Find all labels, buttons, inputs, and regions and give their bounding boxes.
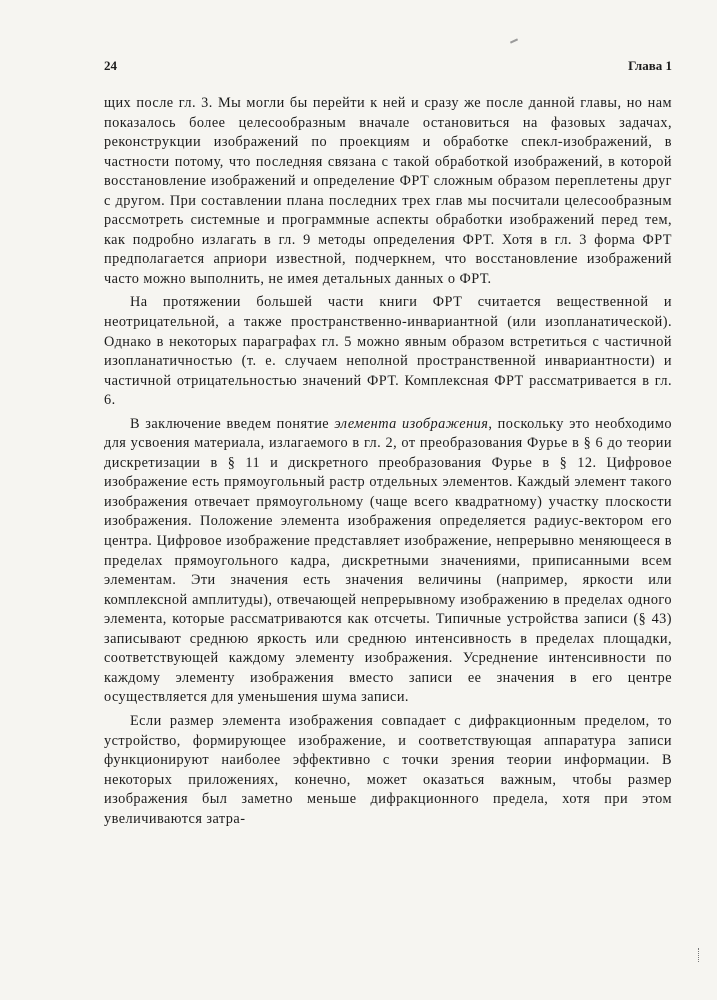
scan-speck xyxy=(510,38,518,43)
paragraph-3-rest: , поскольку это необходимо для усвоения материала, излагаемого в гл. 2, от преобразования Фурье в § 6 до теории дискретизации в § 11 и дискретного преобразования Фурье в § 12. Цифровое изображение есть прямоугольный растр отдельных элементов. Каждый элемент такого изображения отвечает прямоугольному (чаще всего квадратному) участку плоскости изображения. Положение элемента изображения определяется радиус-вектором его центра. Цифровое изображение представляет изображение, непрерывно меняющееся в пределах прямоугольного кадра, дискретными значениями, приписанными всем элементам. Эти значения есть значения величины (например, яркости или комплексной амплитуды), отвечающей непрерывному изображению в пределах одного элемента, которые рассматриваются как отсчеты. Типичные устройства записи (§ 43) записывают среднюю яркость или среднюю интенсивность в пределах площадки, соответствующей каждому элементу изображения. Усреднение интенсивности по каждому элементу изображения вместо записи ее значения в его центре осуществляется для уменьшения шума записи. xyxy=(104,415,673,706)
margin-mark xyxy=(698,948,701,962)
paragraph-3 xyxy=(104,415,672,708)
term-image-element: элемента изображения xyxy=(334,415,489,432)
page-header xyxy=(104,58,672,80)
page-number: 24 xyxy=(104,58,117,73)
text-body xyxy=(104,94,672,829)
paragraph-3-lead: В заключение введем понятие xyxy=(130,415,335,432)
paragraph-1: щих после гл. 3. Мы могли бы перейти к ней и сразу же после данной главы, но нам показалось более целесообразным вначале остановиться на фазовых задачах, реконструкции изображений по проекциям и обработке спекл-изображений, в частности потому, что последняя связана с такой обработкой изображений, в которой восстановление изображений и определение ФРТ сложным образом переплетены друг с другом. При составлении плана последних трех глав мы посчитали целесообразным рассмотреть системные и программные аспекты обработки изображений перед тем, как подробно излагать в гл. 9 методы определения ФРТ. Хотя в гл. 3 форма ФРТ предполагается априори известной, подчеркнем, что восстановление изображений часто можно выполнить, не имея детальных данных о ФРТ. xyxy=(104,95,672,287)
paragraph-2: На протяжении большей части книги ФРТ считается вещественной и неотрицательной, а также пространственно-инвариантной (или изопланатической). Однако в некоторых параграфах гл. 5 можно явным образом встретиться с частичной изопланатичностью (т. е. случаем неполной пространственной инвариантности) и частичной отрицательностью значений ФРТ. Комплексная ФРТ рассматривается в гл. 6. xyxy=(104,294,672,409)
paragraph-4: Если размер элемента изображения совпадает с дифракционным пределом, то устройство, формирующее изображение, и соответствующая аппаратура записи функционируют наиболее эффективно с точки зрения теории информации. В некоторых приложениях, конечно, может оказаться важным, чтобы размер изображения был заметно меньше дифракционного предела, хотя при этом увеличиваются затра- xyxy=(104,712,672,827)
running-head: Глава 1 xyxy=(628,58,672,73)
